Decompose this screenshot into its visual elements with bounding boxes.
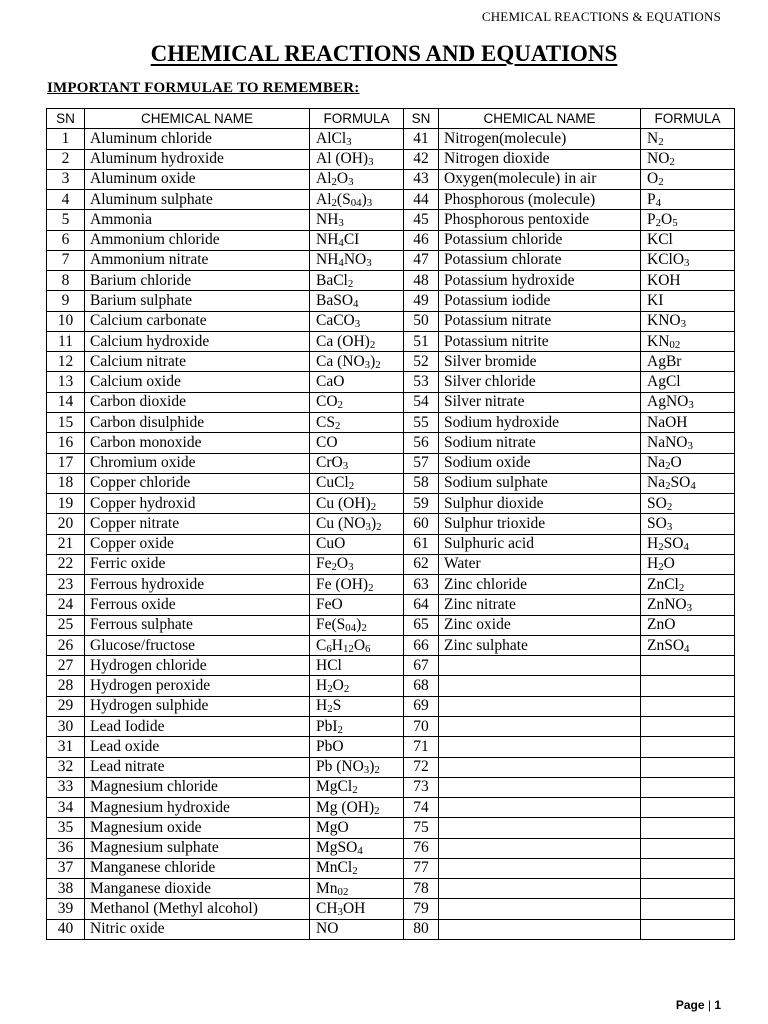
page-title: CHEMICAL REACTIONS AND EQUATIONS	[150, 41, 618, 66]
column-header-name-left: CHEMICAL NAME	[85, 109, 310, 129]
formula-cell: ZnO	[641, 615, 735, 635]
formula-cell: $Fe_2O_3$	[310, 554, 404, 574]
serial-number-cell: 65	[404, 615, 439, 635]
chemical-name-cell: Manganese dioxide	[85, 879, 310, 899]
serial-number-cell: 17	[47, 453, 85, 473]
chemical-name-cell	[439, 777, 641, 797]
chemical-name-cell	[439, 838, 641, 858]
chemical-name-cell: Chromium oxide	[85, 453, 310, 473]
formula-cell: $NH_3$	[310, 210, 404, 230]
chemical-name-cell: Hydrogen sulphide	[85, 696, 310, 716]
chemical-name-cell: Aluminum sulphate	[85, 190, 310, 210]
table-row	[47, 169, 735, 189]
formula-cell: $P_2O_5$	[641, 210, 735, 230]
table-row	[47, 514, 735, 534]
chemical-name-cell: Potassium hydroxide	[439, 271, 641, 291]
formula-cell: PbO	[310, 737, 404, 757]
chemical-name-cell: Sodium nitrate	[439, 433, 641, 453]
formula-cell: $KN_{02}$	[641, 331, 735, 351]
serial-number-cell: 78	[404, 879, 439, 899]
chemical-name-cell: Phosphorous (molecule)	[439, 190, 641, 210]
chemical-name-cell: Carbon monoxide	[85, 433, 310, 453]
serial-number-cell: 57	[404, 453, 439, 473]
formula-cell: NaOH	[641, 412, 735, 432]
column-header-sn-right: SN	[404, 109, 439, 129]
chemical-name-cell: Copper hydroxid	[85, 494, 310, 514]
chemical-name-cell: Sodium hydroxide	[439, 412, 641, 432]
table-row	[47, 250, 735, 270]
table-row	[47, 676, 735, 696]
chemical-name-cell: Phosphorous pentoxide	[439, 210, 641, 230]
table-row	[47, 392, 735, 412]
chemical-name-cell: Silver chloride	[439, 372, 641, 392]
formula-cell: $Al_2O_3$	[310, 169, 404, 189]
formula-cell: PbI$_2$	[310, 716, 404, 736]
chemical-name-cell: Sodium sulphate	[439, 473, 641, 493]
chemical-name-cell	[439, 696, 641, 716]
serial-number-cell: 10	[47, 311, 85, 331]
serial-number-cell: 42	[404, 149, 439, 169]
serial-number-cell: 80	[404, 919, 439, 939]
chemical-name-cell: Sulphur dioxide	[439, 494, 641, 514]
table-row	[47, 818, 735, 838]
serial-number-cell: 26	[47, 635, 85, 655]
formula-cell: $NH_4CI$	[310, 230, 404, 250]
page-number: 1	[714, 998, 721, 1012]
serial-number-cell: 27	[47, 656, 85, 676]
chemical-name-cell: Potassium nitrite	[439, 331, 641, 351]
chemical-name-cell	[439, 919, 641, 939]
formula-cell: $Mn_{02}$	[310, 879, 404, 899]
formula-cell: CuCl$_2$	[310, 473, 404, 493]
formula-cell: CO	[310, 433, 404, 453]
table-row	[47, 757, 735, 777]
chemical-name-cell: Ferrous sulphate	[85, 615, 310, 635]
chemical-name-cell: Manganese chloride	[85, 858, 310, 878]
formula-cell	[641, 656, 735, 676]
serial-number-cell: 54	[404, 392, 439, 412]
serial-number-cell: 66	[404, 635, 439, 655]
serial-number-cell: 29	[47, 696, 85, 716]
serial-number-cell: 71	[404, 737, 439, 757]
formula-cell: KOH	[641, 271, 735, 291]
formula-table	[46, 108, 735, 940]
formula-cell: $Na_2O$	[641, 453, 735, 473]
serial-number-cell: 28	[47, 676, 85, 696]
formula-cell: $H_2O$	[641, 554, 735, 574]
serial-number-cell: 72	[404, 757, 439, 777]
chemical-name-cell: Ferrous oxide	[85, 595, 310, 615]
serial-number-cell: 18	[47, 473, 85, 493]
formula-cell	[641, 757, 735, 777]
formula-cell: Cu $(NO_3)_2$	[310, 514, 404, 534]
table-row	[47, 352, 735, 372]
serial-number-cell: 32	[47, 757, 85, 777]
formula-cell	[641, 676, 735, 696]
formula-cell	[641, 716, 735, 736]
formula-cell: $NH_4NO_3$	[310, 250, 404, 270]
serial-number-cell: 33	[47, 777, 85, 797]
formula-cell	[641, 737, 735, 757]
formula-cell: KI	[641, 291, 735, 311]
chemical-name-cell: Potassium nitrate	[439, 311, 641, 331]
chemical-name-cell: Copper nitrate	[85, 514, 310, 534]
serial-number-cell: 30	[47, 716, 85, 736]
formula-cell	[641, 899, 735, 919]
serial-number-cell: 48	[404, 271, 439, 291]
formula-cell: NaNO$_3$	[641, 433, 735, 453]
serial-number-cell: 62	[404, 554, 439, 574]
page-footer	[676, 998, 721, 1012]
formula-cell: $H_2S$	[310, 696, 404, 716]
chemical-name-cell: Sodium oxide	[439, 453, 641, 473]
formula-cell	[641, 818, 735, 838]
serial-number-cell: 20	[47, 514, 85, 534]
formula-cell: MgCl$_2$	[310, 777, 404, 797]
column-header-name-right: CHEMICAL NAME	[439, 109, 641, 129]
table-row	[47, 210, 735, 230]
formula-cell: CuO	[310, 534, 404, 554]
chemical-name-cell: Aluminum hydroxide	[85, 149, 310, 169]
chemical-name-cell: Magnesium oxide	[85, 818, 310, 838]
serial-number-cell: 55	[404, 412, 439, 432]
formula-cell: $Al_2(S_{04})_3$	[310, 190, 404, 210]
serial-number-cell: 22	[47, 554, 85, 574]
chemical-name-cell: Potassium chloride	[439, 230, 641, 250]
chemical-name-cell: Sulphuric acid	[439, 534, 641, 554]
serial-number-cell: 70	[404, 716, 439, 736]
formula-cell: $KNO_3$	[641, 311, 735, 331]
table-row	[47, 737, 735, 757]
chemical-name-cell: Copper oxide	[85, 534, 310, 554]
chemical-name-cell: Aluminum oxide	[85, 169, 310, 189]
table-row	[47, 696, 735, 716]
table-row	[47, 412, 735, 432]
formula-cell: $P_4$	[641, 190, 735, 210]
chemical-name-cell: Barium chloride	[85, 271, 310, 291]
formula-cell	[641, 919, 735, 939]
formula-cell: Al $(OH)_3$	[310, 149, 404, 169]
table-row	[47, 372, 735, 392]
chemical-name-cell: Methanol (Methyl alcohol)	[85, 899, 310, 919]
serial-number-cell: 2	[47, 149, 85, 169]
serial-number-cell: 68	[404, 676, 439, 696]
table-header-row	[47, 109, 735, 129]
chemical-name-cell	[439, 737, 641, 757]
table-row	[47, 494, 735, 514]
table-row	[47, 291, 735, 311]
serial-number-cell: 6	[47, 230, 85, 250]
formula-cell	[641, 879, 735, 899]
formula-cell: MnCl$_2$	[310, 858, 404, 878]
formula-cell	[641, 858, 735, 878]
formula-cell: HCl	[310, 656, 404, 676]
serial-number-cell: 52	[404, 352, 439, 372]
section-heading: IMPORTANT FORMULAE TO REMEMBER:	[47, 80, 360, 96]
serial-number-cell: 12	[47, 352, 85, 372]
table-row	[47, 798, 735, 818]
table-row	[47, 858, 735, 878]
column-header-formula-right: FORMULA	[641, 109, 735, 129]
serial-number-cell: 76	[404, 838, 439, 858]
serial-number-cell: 11	[47, 331, 85, 351]
table-row	[47, 129, 735, 149]
column-header-sn-left: SN	[47, 109, 85, 129]
table-body	[47, 129, 735, 940]
chemical-name-cell: Calcium nitrate	[85, 352, 310, 372]
chemical-name-cell: Hydrogen peroxide	[85, 676, 310, 696]
table-row	[47, 879, 735, 899]
serial-number-cell: 36	[47, 838, 85, 858]
serial-number-cell: 58	[404, 473, 439, 493]
chemical-name-cell: Lead oxide	[85, 737, 310, 757]
serial-number-cell: 51	[404, 331, 439, 351]
chemical-name-cell: Glucose/fructose	[85, 635, 310, 655]
chemical-name-cell: Potassium iodide	[439, 291, 641, 311]
serial-number-cell: 61	[404, 534, 439, 554]
chemical-name-cell: Magnesium chloride	[85, 777, 310, 797]
serial-number-cell: 47	[404, 250, 439, 270]
chemical-name-cell: Silver bromide	[439, 352, 641, 372]
formula-cell	[641, 798, 735, 818]
serial-number-cell: 5	[47, 210, 85, 230]
chemical-name-cell	[439, 899, 641, 919]
formula-cell: AlCl$_3$	[310, 129, 404, 149]
chemical-name-cell: Calcium hydroxide	[85, 331, 310, 351]
chemical-name-cell	[439, 798, 641, 818]
formula-cell: $CH_3OH$	[310, 899, 404, 919]
serial-number-cell: 35	[47, 818, 85, 838]
serial-number-cell: 50	[404, 311, 439, 331]
formula-cell: $C_6H_{12}O_6$	[310, 635, 404, 655]
chemical-name-cell: Ferric oxide	[85, 554, 310, 574]
chemical-name-cell: Copper chloride	[85, 473, 310, 493]
serial-number-cell: 34	[47, 798, 85, 818]
running-header: CHEMICAL REACTIONS & EQUATIONS	[481, 9, 721, 24]
table-row	[47, 331, 735, 351]
chemical-name-cell: Nitrogen dioxide	[439, 149, 641, 169]
formula-cell	[641, 777, 735, 797]
formula-cell: $CO_2$	[310, 392, 404, 412]
table-row	[47, 615, 735, 635]
formula-cell: BaCl$_2$	[310, 271, 404, 291]
formula-cell: MgO	[310, 818, 404, 838]
chemical-name-cell	[439, 879, 641, 899]
chemical-name-cell: Nitric oxide	[85, 919, 310, 939]
chemical-name-cell: Calcium oxide	[85, 372, 310, 392]
chemical-name-cell: Sulphur trioxide	[439, 514, 641, 534]
formula-cell: CaO	[310, 372, 404, 392]
table-row	[47, 433, 735, 453]
formula-cell: NO	[310, 919, 404, 939]
serial-number-cell: 69	[404, 696, 439, 716]
serial-number-cell: 15	[47, 412, 85, 432]
serial-number-cell: 45	[404, 210, 439, 230]
table-row	[47, 575, 735, 595]
chemical-name-cell: Carbon disulphide	[85, 412, 310, 432]
serial-number-cell: 13	[47, 372, 85, 392]
table-row	[47, 595, 735, 615]
serial-number-cell: 67	[404, 656, 439, 676]
chemical-name-cell: Zinc sulphate	[439, 635, 641, 655]
formula-cell: CrO$_3$	[310, 453, 404, 473]
chemical-name-cell: Calcium carbonate	[85, 311, 310, 331]
chemical-name-cell: Barium sulphate	[85, 291, 310, 311]
formula-cell: $Fe(S_{04})_2$	[310, 615, 404, 635]
formula-cell: $O_2$	[641, 169, 735, 189]
serial-number-cell: 64	[404, 595, 439, 615]
serial-number-cell: 77	[404, 858, 439, 878]
formula-cell: Mg $(OH)_2$	[310, 798, 404, 818]
formula-cell: KClO$_3$	[641, 250, 735, 270]
serial-number-cell: 38	[47, 879, 85, 899]
table-row	[47, 271, 735, 291]
chemical-name-cell	[439, 656, 641, 676]
table-row	[47, 190, 735, 210]
serial-number-cell: 9	[47, 291, 85, 311]
serial-number-cell: 24	[47, 595, 85, 615]
formula-cell: ZnCl$_2$	[641, 575, 735, 595]
table-row	[47, 919, 735, 939]
formula-cell: MgSO$_4$	[310, 838, 404, 858]
chemical-name-cell: Oxygen(molecule) in air	[439, 169, 641, 189]
table-row	[47, 473, 735, 493]
serial-number-cell: 39	[47, 899, 85, 919]
table-row	[47, 899, 735, 919]
chemical-name-cell: Zinc nitrate	[439, 595, 641, 615]
table-row	[47, 838, 735, 858]
formula-cell: KCl	[641, 230, 735, 250]
formula-cell: $NO_2$	[641, 149, 735, 169]
serial-number-cell: 16	[47, 433, 85, 453]
formula-cell: Ca $(NO_3)_2$	[310, 352, 404, 372]
formula-cell: Cu $(OH)_2$	[310, 494, 404, 514]
serial-number-cell: 79	[404, 899, 439, 919]
formula-cell: Ca $(OH)_2$	[310, 331, 404, 351]
serial-number-cell: 1	[47, 129, 85, 149]
serial-number-cell: 4	[47, 190, 85, 210]
chemical-name-cell: Potassium chlorate	[439, 250, 641, 270]
formula-cell: Fe $(OH)_2$	[310, 575, 404, 595]
table-row	[47, 149, 735, 169]
page-label: Page	[675, 998, 705, 1012]
formula-cell: Pb $(NO_3)_2$	[310, 757, 404, 777]
chemical-name-cell: Ferrous hydroxide	[85, 575, 310, 595]
table-row	[47, 635, 735, 655]
formula-cell: FeO	[310, 595, 404, 615]
chemical-name-cell	[439, 818, 641, 838]
serial-number-cell: 49	[404, 291, 439, 311]
column-header-formula-left: FORMULA	[310, 109, 404, 129]
formula-cell	[641, 838, 735, 858]
chemical-name-cell: Zinc oxide	[439, 615, 641, 635]
chemical-name-cell	[439, 858, 641, 878]
serial-number-cell: 59	[404, 494, 439, 514]
serial-number-cell: 44	[404, 190, 439, 210]
formula-cell: ZnSO$_4$	[641, 635, 735, 655]
serial-number-cell: 3	[47, 169, 85, 189]
chemical-name-cell: Ammonium nitrate	[85, 250, 310, 270]
chemical-name-cell: Lead Iodide	[85, 716, 310, 736]
chemical-name-cell: Water	[439, 554, 641, 574]
formula-cell: $Na_2SO_4$	[641, 473, 735, 493]
table-row	[47, 230, 735, 250]
serial-number-cell: 73	[404, 777, 439, 797]
serial-number-cell: 60	[404, 514, 439, 534]
formula-cell: $H_2O_2$	[310, 676, 404, 696]
chemical-name-cell: Aluminum chloride	[85, 129, 310, 149]
chemical-name-cell: Magnesium sulphate	[85, 838, 310, 858]
chemical-name-cell: Carbon dioxide	[85, 392, 310, 412]
serial-number-cell: 23	[47, 575, 85, 595]
formula-cell: $SO_2$	[641, 494, 735, 514]
serial-number-cell: 74	[404, 798, 439, 818]
page-separator: |	[707, 998, 711, 1012]
formula-cell: BaSO$_4$	[310, 291, 404, 311]
serial-number-cell: 19	[47, 494, 85, 514]
table-row	[47, 777, 735, 797]
serial-number-cell: 43	[404, 169, 439, 189]
formula-cell: AgNO$_3$	[641, 392, 735, 412]
serial-number-cell: 53	[404, 372, 439, 392]
table-row	[47, 656, 735, 676]
table-row	[47, 453, 735, 473]
chemical-name-cell: Lead nitrate	[85, 757, 310, 777]
chemical-name-cell	[439, 676, 641, 696]
chemical-name-cell: Hydrogen chloride	[85, 656, 310, 676]
serial-number-cell: 25	[47, 615, 85, 635]
serial-number-cell: 8	[47, 271, 85, 291]
formula-cell	[641, 696, 735, 716]
table-row	[47, 311, 735, 331]
serial-number-cell: 7	[47, 250, 85, 270]
serial-number-cell: 14	[47, 392, 85, 412]
chemical-name-cell: Ammonia	[85, 210, 310, 230]
chemical-name-cell: Magnesium hydroxide	[85, 798, 310, 818]
table-row	[47, 554, 735, 574]
serial-number-cell: 31	[47, 737, 85, 757]
serial-number-cell: 46	[404, 230, 439, 250]
serial-number-cell: 21	[47, 534, 85, 554]
serial-number-cell: 63	[404, 575, 439, 595]
chemical-name-cell: Nitrogen(molecule)	[439, 129, 641, 149]
serial-number-cell: 40	[47, 919, 85, 939]
formula-cell: $H_2SO_4$	[641, 534, 735, 554]
serial-number-cell: 37	[47, 858, 85, 878]
formula-cell: CaCO$_3$	[310, 311, 404, 331]
chemical-name-cell: Silver nitrate	[439, 392, 641, 412]
formula-cell: AgCl	[641, 372, 735, 392]
chemical-name-cell	[439, 716, 641, 736]
formula-cell: AgBr	[641, 352, 735, 372]
chemical-name-cell	[439, 757, 641, 777]
serial-number-cell: 56	[404, 433, 439, 453]
chemical-name-cell: Zinc chloride	[439, 575, 641, 595]
formula-cell: $SO_3$	[641, 514, 735, 534]
formula-cell: ZnNO$_3$	[641, 595, 735, 615]
table-row	[47, 534, 735, 554]
formula-cell: $CS_2$	[310, 412, 404, 432]
serial-number-cell: 41	[404, 129, 439, 149]
serial-number-cell: 75	[404, 818, 439, 838]
table-row	[47, 716, 735, 736]
formula-cell: $N_2$	[641, 129, 735, 149]
chemical-name-cell: Ammonium chloride	[85, 230, 310, 250]
